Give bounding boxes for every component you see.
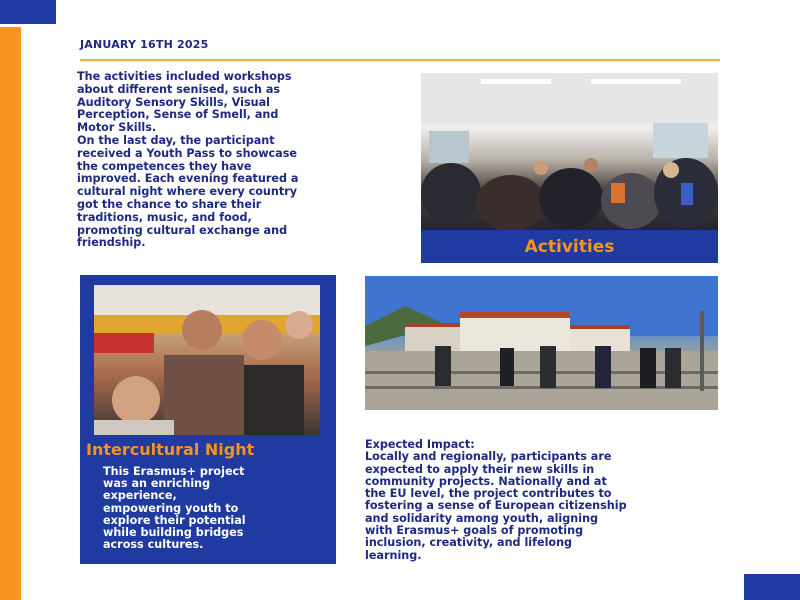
paragraph-line: Perception, Sense of Smell, and <box>77 108 279 122</box>
impact-line: the EU level, the project contributes to <box>365 487 612 501</box>
intercultural-night-text <box>103 466 303 551</box>
corner-block-top-left <box>0 0 56 24</box>
intercultural-line: explore their potential <box>103 513 246 527</box>
activities-banner <box>421 230 718 263</box>
paragraph-line: received a Youth Pass to showcase <box>77 146 297 160</box>
page-date: JANUARY 16TH 2025 <box>80 38 209 51</box>
paragraph-line: The activities included workshops <box>77 70 292 83</box>
intercultural-line: This Erasmus+ project <box>103 465 245 478</box>
impact-line: inclusion, creativity, and lifelong <box>365 536 573 550</box>
header-divider <box>80 59 720 61</box>
intercultural-line: empowering youth to <box>103 501 239 515</box>
paragraph-line: the competences they have <box>77 159 252 173</box>
paragraph-line: Auditory Sensory Skills, Visual <box>77 95 270 109</box>
group-selfie-photo <box>94 285 320 435</box>
activities-banner-label: Activities <box>524 236 615 257</box>
paragraph-line: improved. Each evening featured a <box>77 172 299 186</box>
impact-line: expected to apply their new skills in <box>365 462 595 476</box>
activities-paragraph <box>77 71 382 250</box>
intercultural-line: experience, <box>103 489 177 503</box>
paragraph-line: traditions, music, and food, <box>77 210 252 224</box>
impact-line: and solidarity among youth, aligning <box>365 511 599 525</box>
paragraph-line: Motor Skills. <box>77 121 157 135</box>
impact-line: community projects. Nationally and at <box>365 474 607 488</box>
impact-line: Locally and regionally, participants are <box>365 450 612 464</box>
impact-line: fostering a sense of European citizenship <box>365 499 627 513</box>
intercultural-night-title: Intercultural Night <box>86 440 255 459</box>
impact-heading: Expected Impact: <box>365 438 475 451</box>
intercultural-line: while building bridges <box>103 526 244 540</box>
impact-line: with Erasmus+ goals of promoting <box>365 524 584 538</box>
paragraph-line: about different senised, such as <box>77 82 281 96</box>
paragraph-line: got the chance to share their <box>77 197 262 211</box>
left-accent-stripe <box>0 27 21 600</box>
corner-block-bottom-right <box>744 574 800 600</box>
paragraph-line: friendship. <box>77 236 146 250</box>
workshop-room-photo <box>421 73 718 230</box>
expected-impact-section <box>365 439 723 562</box>
impact-line: learning. <box>365 548 422 562</box>
paragraph-line: cultural night where every country <box>77 185 298 199</box>
paragraph-line: On the last day, the participant <box>77 133 275 147</box>
train-station-photo <box>365 276 718 410</box>
intercultural-line: was an enriching <box>103 477 211 491</box>
paragraph-line: promoting cultural exchange and <box>77 223 288 237</box>
intercultural-line: across cultures. <box>103 538 204 552</box>
